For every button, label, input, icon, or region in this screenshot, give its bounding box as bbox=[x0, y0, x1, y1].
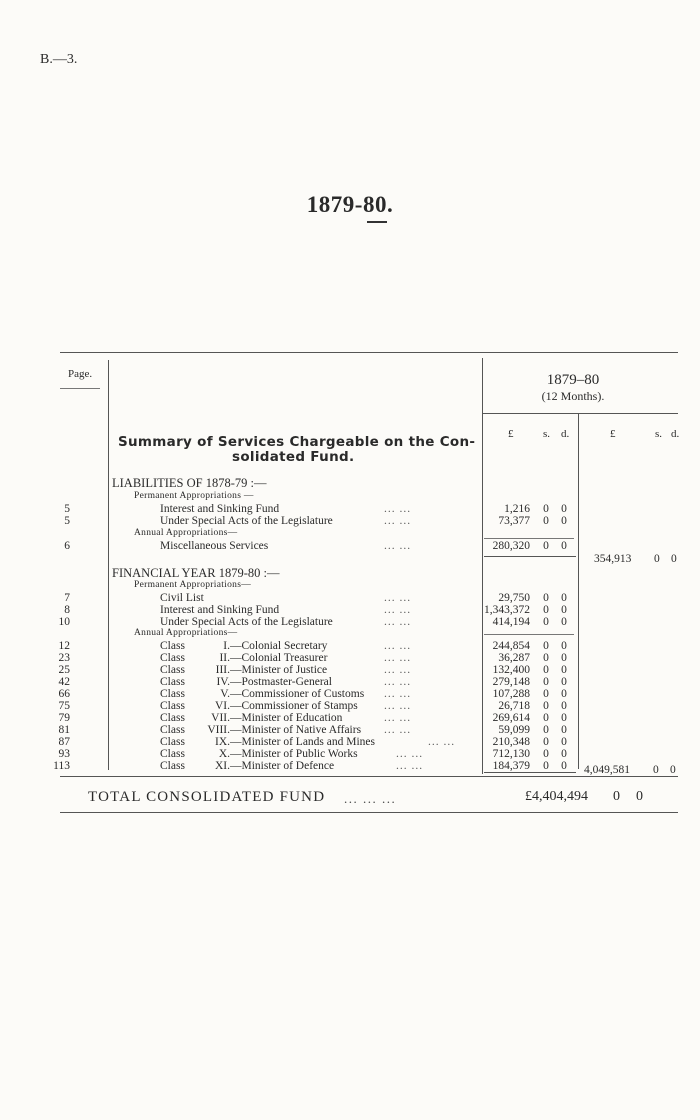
row-page: 66 bbox=[58, 688, 70, 700]
row-pence: 0 bbox=[561, 604, 567, 616]
pound-unit-label: £ bbox=[508, 428, 514, 440]
row-class: Class bbox=[160, 664, 185, 676]
row-amount: 269,614 bbox=[492, 712, 530, 724]
pence-unit-label-total: d. bbox=[671, 428, 680, 440]
leader-dots: ... ... bbox=[384, 676, 412, 688]
row-class: Class bbox=[160, 760, 185, 772]
leader-dots: ... ... bbox=[384, 515, 412, 527]
row-page: 75 bbox=[58, 700, 70, 712]
leader-dots: ... ... bbox=[384, 640, 412, 652]
row-page: 113 bbox=[53, 760, 70, 772]
row-page: 12 bbox=[58, 640, 70, 652]
row-page: 23 bbox=[58, 652, 70, 664]
shilling-unit-label-total: s. bbox=[655, 428, 663, 440]
row-page: 10 bbox=[58, 616, 70, 628]
row-amount: 1,343,372 bbox=[484, 604, 530, 616]
row-pence: 0 bbox=[561, 515, 567, 527]
row-label: Interest and Sinking Fund bbox=[160, 503, 280, 515]
financial-subtotal-amount: 4,049,581 bbox=[584, 764, 630, 776]
row-shillings: 0 bbox=[543, 676, 549, 688]
row-pence: 0 bbox=[561, 503, 567, 515]
financial-permanent-title: Permanent Appropriations— bbox=[134, 580, 251, 590]
liabilities-subtotal-amount: 354,913 bbox=[594, 553, 632, 565]
document-reference: B.—3. bbox=[40, 52, 78, 67]
row-amount: 279,148 bbox=[492, 676, 530, 688]
row-class-number: VII. bbox=[211, 712, 230, 724]
leader-dots: ... ... bbox=[384, 712, 412, 724]
row-label: —Minister of Public Works bbox=[230, 748, 358, 760]
row-amount: 107,288 bbox=[492, 688, 530, 700]
row-label: —Minister of Justice bbox=[230, 664, 328, 676]
leader-dots: ... ... bbox=[384, 688, 412, 700]
row-amount: 132,400 bbox=[492, 664, 530, 676]
row-pence: 0 bbox=[561, 712, 567, 724]
financial-subtotal-pence: 0 bbox=[670, 764, 676, 776]
row-shillings: 0 bbox=[543, 515, 549, 527]
row-pence: 0 bbox=[561, 760, 567, 772]
row-label: Interest and Sinking Fund bbox=[160, 604, 280, 616]
financial-annual-title: Annual Appropriations— bbox=[134, 628, 238, 638]
row-amount: 712,130 bbox=[492, 748, 530, 760]
row-page: 42 bbox=[58, 676, 70, 688]
row-class-number: III. bbox=[215, 664, 230, 676]
row-label: —Colonial Treasurer bbox=[230, 652, 328, 664]
row-amount: 59,099 bbox=[498, 724, 530, 736]
liabilities-annual-title: Annual Appropriations— bbox=[134, 528, 238, 538]
leader-dots: ... ... bbox=[384, 604, 412, 616]
total-leader-dots: ... ... ... bbox=[344, 791, 397, 806]
row-class: Class bbox=[160, 724, 185, 736]
document-year-title: 1879-80. bbox=[306, 192, 394, 217]
row-page: 6 bbox=[64, 540, 70, 552]
row-class-number: I. bbox=[223, 640, 230, 652]
row-label: —Commissioner of Stamps bbox=[230, 700, 358, 712]
row-shillings: 0 bbox=[543, 748, 549, 760]
row-class: Class bbox=[160, 640, 185, 652]
row-label: Civil List bbox=[160, 592, 204, 604]
row-page: 87 bbox=[58, 736, 70, 748]
row-pence: 0 bbox=[561, 664, 567, 676]
row-page: 79 bbox=[58, 712, 70, 724]
table-top-rule bbox=[60, 352, 678, 353]
row-shillings: 0 bbox=[543, 592, 549, 604]
leader-dots: ... ... bbox=[428, 736, 456, 748]
summary-heading: Summary of Services Chargeable on the Con- bbox=[118, 434, 476, 450]
leader-dots: ... ... bbox=[396, 748, 424, 760]
pound-unit-label-total: £ bbox=[610, 428, 616, 440]
row-amount: 1,216 bbox=[504, 503, 530, 515]
leader-dots: ... ... bbox=[384, 724, 412, 736]
row-page: 5 bbox=[64, 515, 70, 527]
row-page: 7 bbox=[64, 592, 70, 604]
row-amount: 414,194 bbox=[492, 616, 530, 628]
summary-heading-continued: solidated Fund. bbox=[232, 449, 355, 465]
row-class: Class bbox=[160, 652, 185, 664]
row-amount: 29,750 bbox=[498, 592, 530, 604]
liabilities-subtotal-rule bbox=[484, 556, 576, 557]
pence-unit-label: d. bbox=[561, 428, 570, 440]
row-pence: 0 bbox=[561, 652, 567, 664]
year-column-header: 1879–80 bbox=[546, 372, 600, 388]
row-amount: 36,287 bbox=[498, 652, 530, 664]
row-pence: 0 bbox=[561, 540, 567, 552]
row-class-number: V. bbox=[220, 688, 230, 700]
row-shillings: 0 bbox=[543, 503, 549, 515]
financial-section-title: FINANCIAL YEAR 1879-80 :— bbox=[112, 566, 280, 580]
financial-subtotal-rule bbox=[484, 772, 576, 773]
row-class: Class bbox=[160, 748, 185, 760]
amount-header-rule bbox=[482, 413, 678, 414]
row-label: —Minister of Defence bbox=[230, 760, 335, 772]
row-label: —Commissioner of Customs bbox=[230, 688, 365, 700]
row-pence: 0 bbox=[561, 736, 567, 748]
row-class-number: VI. bbox=[214, 700, 230, 712]
row-shillings: 0 bbox=[543, 616, 549, 628]
row-page: 93 bbox=[58, 748, 70, 760]
row-page: 81 bbox=[58, 724, 70, 736]
leader-dots: ... ... bbox=[396, 760, 424, 772]
months-column-header: (12 Months). bbox=[541, 389, 605, 403]
row-shillings: 0 bbox=[543, 652, 549, 664]
liabilities-annual-rule bbox=[484, 538, 574, 539]
row-class-number: X. bbox=[218, 748, 230, 760]
row-shillings: 0 bbox=[543, 540, 549, 552]
leader-dots: ... ... bbox=[384, 700, 412, 712]
financial-subtotal-shillings: 0 bbox=[653, 764, 659, 776]
page-column-divider bbox=[108, 360, 109, 770]
row-shillings: 0 bbox=[543, 700, 549, 712]
row-pence: 0 bbox=[561, 676, 567, 688]
row-class: Class bbox=[160, 736, 185, 748]
row-label: —Minister of Native Affairs bbox=[230, 724, 362, 736]
page-column-header: Page. bbox=[68, 368, 93, 380]
row-label: Under Special Acts of the Legislature bbox=[160, 616, 333, 628]
row-shillings: 0 bbox=[543, 760, 549, 772]
total-bottom-rule bbox=[60, 812, 678, 813]
leader-dots: ... ... bbox=[384, 616, 412, 628]
row-class-number: VIII. bbox=[207, 724, 230, 736]
row-shillings: 0 bbox=[543, 640, 549, 652]
row-pence: 0 bbox=[561, 640, 567, 652]
leader-dots: ... ... bbox=[384, 592, 412, 604]
row-amount: 73,377 bbox=[498, 515, 530, 527]
row-page: 25 bbox=[58, 664, 70, 676]
table-bottom-rule bbox=[60, 776, 678, 777]
row-pence: 0 bbox=[561, 700, 567, 712]
row-amount: 244,854 bbox=[492, 640, 530, 652]
row-class-number: II. bbox=[219, 652, 230, 664]
title-underline bbox=[367, 221, 387, 223]
liabilities-section-title: LIABILITIES OF 1878-79 :— bbox=[112, 476, 267, 490]
liabilities-permanent-title: Permanent Appropriations — bbox=[134, 491, 254, 501]
liabilities-subtotal-shillings: 0 bbox=[654, 553, 660, 565]
row-shillings: 0 bbox=[543, 688, 549, 700]
total-amount: £4,404,494 bbox=[525, 789, 588, 804]
row-amount: 210,348 bbox=[492, 736, 530, 748]
row-class-number: XI. bbox=[214, 760, 230, 772]
row-pence: 0 bbox=[561, 688, 567, 700]
leader-dots: ... ... bbox=[384, 540, 412, 552]
row-label: Miscellaneous Services bbox=[160, 540, 269, 552]
row-class-number: IV. bbox=[216, 676, 230, 688]
total-label: TOTAL CONSOLIDATED FUND bbox=[88, 789, 326, 805]
row-class: Class bbox=[160, 688, 185, 700]
row-shillings: 0 bbox=[543, 604, 549, 616]
row-page: 5 bbox=[64, 503, 70, 515]
liabilities-subtotal-pence: 0 bbox=[671, 553, 677, 565]
leader-dots: ... ... bbox=[384, 652, 412, 664]
row-label: —Minister of Lands and Mines bbox=[230, 736, 376, 748]
row-pence: 0 bbox=[561, 616, 567, 628]
row-class-number: IX. bbox=[214, 736, 230, 748]
row-amount: 280,320 bbox=[492, 540, 530, 552]
leader-dots: ... ... bbox=[384, 503, 412, 515]
row-shillings: 0 bbox=[543, 736, 549, 748]
row-shillings: 0 bbox=[543, 712, 549, 724]
row-class: Class bbox=[160, 700, 185, 712]
row-label: —Postmaster-General bbox=[230, 676, 332, 688]
page-header-rule bbox=[60, 388, 100, 389]
row-pence: 0 bbox=[561, 724, 567, 736]
row-class: Class bbox=[160, 712, 185, 724]
row-shillings: 0 bbox=[543, 724, 549, 736]
row-label: —Colonial Secretary bbox=[230, 640, 328, 652]
row-class: Class bbox=[160, 676, 185, 688]
row-pence: 0 bbox=[561, 592, 567, 604]
financial-annual-rule bbox=[484, 634, 574, 635]
row-page: 8 bbox=[64, 604, 70, 616]
row-amount: 184,379 bbox=[492, 760, 530, 772]
inner-amount-divider bbox=[578, 413, 579, 769]
shilling-unit-label: s. bbox=[543, 428, 551, 440]
row-shillings: 0 bbox=[543, 664, 549, 676]
row-label: —Minister of Education bbox=[230, 712, 343, 724]
row-amount: 26,718 bbox=[498, 700, 530, 712]
row-pence: 0 bbox=[561, 748, 567, 760]
total-shillings: 0 bbox=[613, 789, 620, 804]
total-pence: 0 bbox=[636, 789, 643, 804]
leader-dots: ... ... bbox=[384, 664, 412, 676]
row-label: Under Special Acts of the Legislature bbox=[160, 515, 333, 527]
